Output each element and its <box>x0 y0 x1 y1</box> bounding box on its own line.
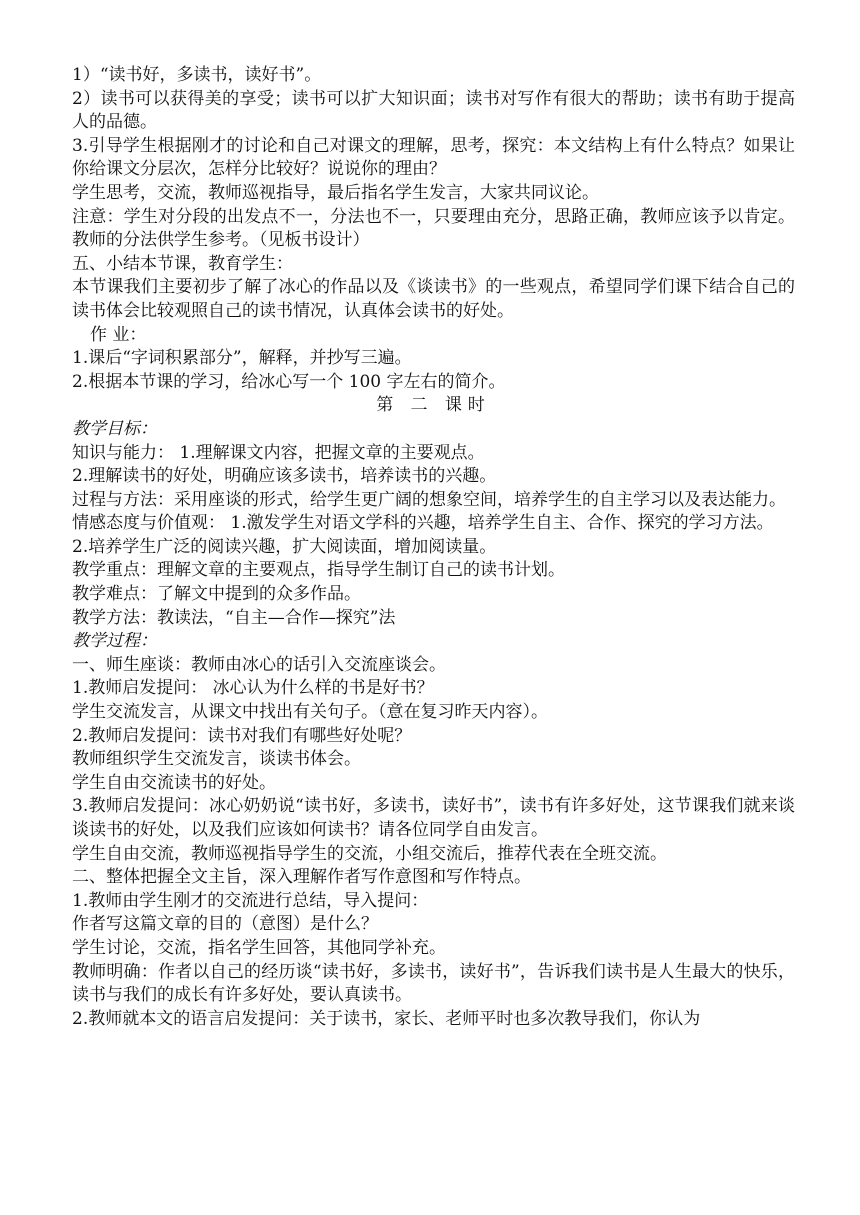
text-line: 1）“读书好，多读书，读好书”。 <box>72 65 322 85</box>
lesson-title: 第 二 课时 <box>376 395 491 416</box>
text-line: 学生自由交流读书的好处。 <box>72 772 276 793</box>
text-line: 学生讨论，交流，指名学生回答，其他同学补充。 <box>72 937 446 958</box>
homework-heading: 作 业： <box>90 324 147 345</box>
text-line: 教学难点：了解文中提到的众多作品。 <box>72 584 361 605</box>
text-line: 2.理解读书的好处，明确应该多读书，培养读书的兴趣。 <box>72 466 497 487</box>
text-line: 知识与能力： 1.理解课文内容，把握文章的主要观点。 <box>72 442 485 463</box>
section-heading: 教学过程： <box>72 631 157 652</box>
text-line: 教师组织学生交流发言，谈读书体会。 <box>72 749 361 770</box>
text-line: 2.培养学生广泛的阅读兴趣，扩大阅读面，增加阅读量。 <box>72 536 497 557</box>
text-line: 1.教师启发提问： 冰心认为什么样的书是好书？ <box>72 678 434 699</box>
text-paragraph: 情感态度与价值观： 1.激发学生对语文学科的兴趣，培养学生自主、合作、探究的学习方法。 <box>72 513 774 534</box>
section-heading: 二、整体把握全文主旨，深入理解作者写作意图和写作特点。 <box>72 867 531 888</box>
text-paragraph: 2）读书可以获得美的享受；读书可以扩大知识面；读书对写作有很大的帮助；读书有助于提高人的品德。 <box>72 88 795 133</box>
section-heading: 五、小结本节课，教育学生： <box>72 253 293 274</box>
text-line: 学生交流发言，从课文中找出有关句子。（意在复习昨天内容）。 <box>72 702 548 723</box>
section-heading: 一、师生座谈：教师由冰心的话引入交流座谈会。 <box>72 654 446 675</box>
text-paragraph: 注意：学生对分段的出发点不一，分法也不一，只要理由充分，思路正确，教师应该予以肯定。教师的分法供学生参考。（见板书设计） <box>72 206 795 251</box>
text-line: 1.课后“字词积累部分”，解释，并抄写三遍。 <box>72 348 412 369</box>
text-line: 2.教师启发提问：读书对我们有哪些好处呢？ <box>72 725 412 746</box>
text-line: 教学重点：理解文章的主要观点，指导学生制订自己的读书计划。 <box>72 560 565 581</box>
section-heading: 教学目标： <box>72 418 157 439</box>
document-page <box>72 64 795 1031</box>
text-paragraph: 过程与方法：采用座谈的形式，给学生更广阔的想象空间，培养学生的自主学习以及表达能力。 <box>72 489 786 510</box>
text-paragraph: 3.引导学生根据刚才的讨论和自己对课文的理解，思考，探究：本文结构上有什么特点？如果让你给课文分层次，怎样分比较好？说说你的理由？ <box>72 135 795 180</box>
text-paragraph: 3.教师启发提问：冰心奶奶说“读书好，多读书，读好书”，读书有许多好处，这节课我们就来谈谈读书的好处，以及我们应该如何读书？请各位同学自由发言。 <box>72 796 795 840</box>
text-line: 教学方法：教读法，“自主—合作—探究”法 <box>72 607 396 628</box>
text-line: 2.教师就本文的语言启发提问：关于读书，家长、老师平时也多次教导我们，你认为 <box>72 1008 701 1029</box>
text-line: 2.根据本节课的学习，给冰心写一个 100 字左右的简介。 <box>72 371 506 392</box>
text-line: 作者写这篇文章的目的（意图）是什么？ <box>72 914 378 935</box>
text-line: 学生自由交流，教师巡视指导学生的交流，小组交流后，推荐代表在全班交流。 <box>72 843 667 864</box>
text-paragraph: 本节课我们主要初步了解了冰心的作品以及《谈读书》的一些观点，希望同学们课下结合自己的读书体会比较观照自己的读书情况，认真体会读书的好处。 <box>72 277 795 321</box>
text-line: 1.教师由学生刚才的交流进行总结，导入提问： <box>72 890 429 911</box>
text-line: 学生思考，交流，教师巡视指导，最后指名学生发言，大家共同议论。 <box>72 182 599 203</box>
text-paragraph: 教师明确：作者以自己的经历谈“读书好，多读书，读好书”，告诉我们读书是人生最大的快乐，读书与我们的成长有许多好处，要认真读书。 <box>72 961 795 1006</box>
